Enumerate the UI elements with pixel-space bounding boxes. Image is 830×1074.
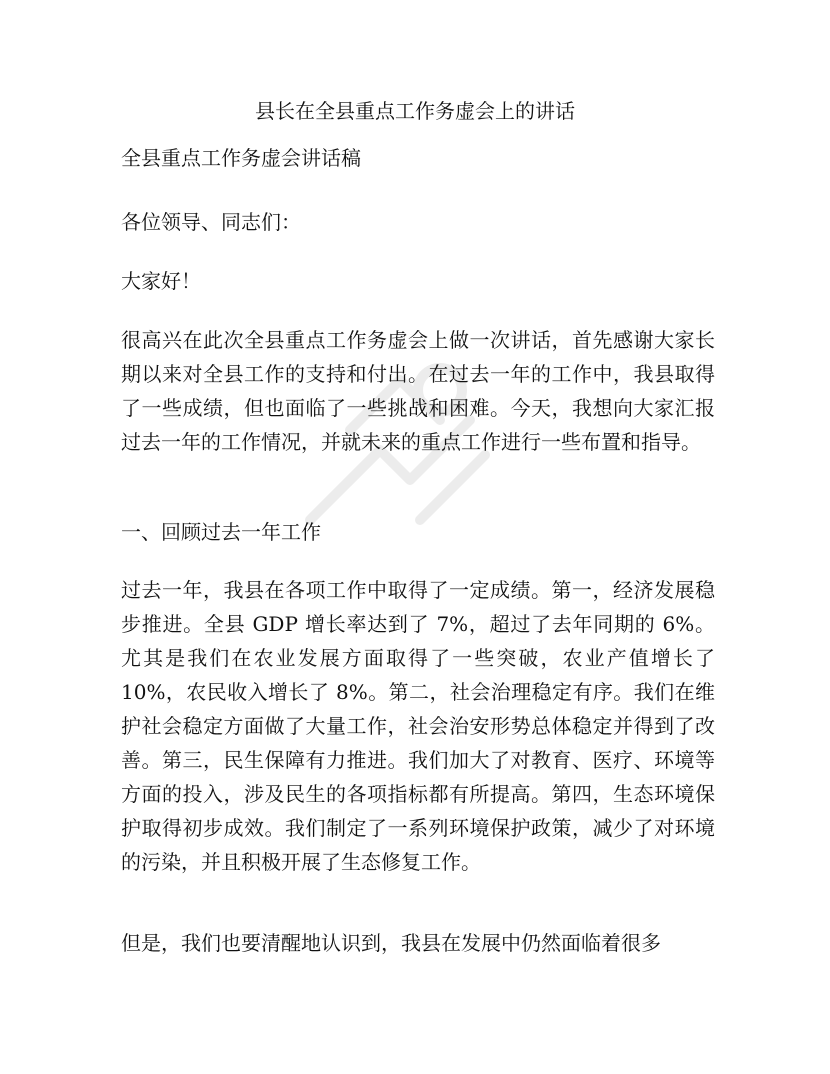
section-paragraph: 过去一年，我县在各项工作中取得了一定成绩。第一，经济发展稳步推进。全县 GDP 增长率达到了 7%，超过了去年同期的 6%。尤其是我们在农业发展方面取得了一些突破，农业产值增长了 10%，农民收入增长了 8%。第二，社会治理稳定有序。我们在维护社会稳定方面做了大量工作，社会治安形势总体稳定并得到了改善。第三，民生保障有力推进。我们加大了对教育、医疗、环境等方面的投入，涉及民生的各项指标都有所提高。第四，生态环境保护取得初步成效。我们制定了一系列环境保护政策，减少了对环境的污染，并且积极开展了生态修复工作。	[121, 578, 715, 874]
intro-paragraph: 很高兴在此次全县重点工作务虚会上做一次讲话，首先感谢大家长期以来对全县工作的支持和付出。在过去一年的工作中，我县取得了一些成绩，但也面临了一些挑战和困难。今天，我想向大家汇报过去一年的工作情况，并就未来的重点工作进行一些布置和指导。	[121, 328, 715, 454]
section-heading: 一、回顾过去一年工作	[121, 520, 321, 544]
subtitle: 全县重点工作务虚会讲话稿	[121, 146, 361, 170]
page-title: 县长在全县重点工作务虚会上的讲话	[255, 99, 575, 123]
closing-paragraph: 但是，我们也要清醒地认识到，我县在发展中仍然面临着很多	[121, 931, 661, 955]
greeting: 大家好！	[121, 269, 201, 293]
salutation: 各位领导、同志们：	[121, 210, 301, 234]
